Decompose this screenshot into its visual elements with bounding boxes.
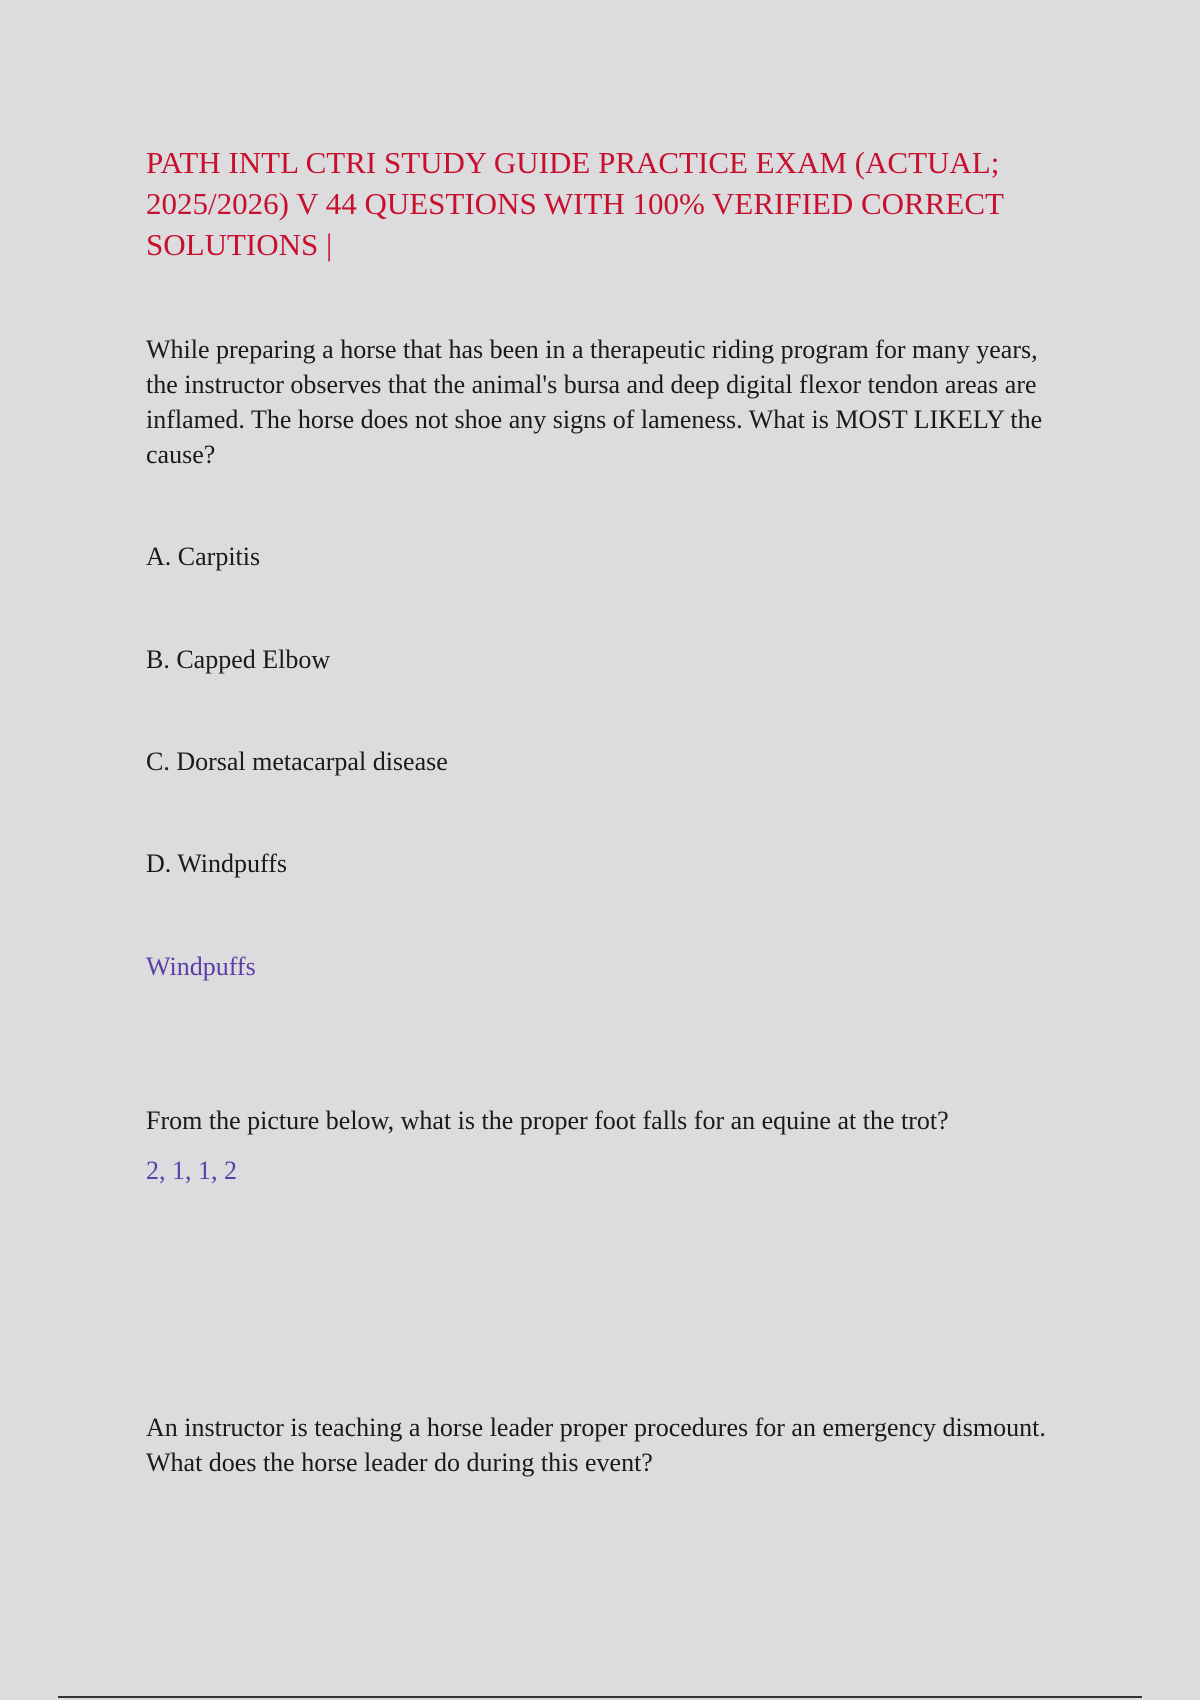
question-1-option-c: C. Dorsal metacarpal disease bbox=[146, 747, 448, 776]
question-3-text: An instructor is teaching a horse leader proper procedures for an emergency dismount. What does the horse leader do during this event? bbox=[146, 1413, 1046, 1477]
question-1-option-d: D. Windpuffs bbox=[146, 849, 287, 878]
question-1-text: While preparing a horse that has been in a therapeutic riding program for many years, the instructor observes that the animal's bursa and deep digital flexor tendon areas are inflamed. The horse does not shoe any signs of lameness. What is MOST LIKELY the cause? bbox=[146, 335, 1043, 469]
document-title: PATH INTL CTRI STUDY GUIDE PRACTICE EXAM (ACTUAL; 2025/2026) V 44 QUESTIONS WITH 100% VERIFIED CORRECT SOLUTIONS | bbox=[146, 145, 1004, 262]
page-bottom-divider bbox=[58, 1696, 1142, 1698]
question-2-text: From the picture below, what is the proper foot falls for an equine at the trot? bbox=[146, 1106, 949, 1135]
question-1-option-b: B. Capped Elbow bbox=[146, 645, 331, 674]
question-1-option-a: A. Carpitis bbox=[146, 542, 261, 571]
question-1-answer: Windpuffs bbox=[146, 952, 256, 981]
question-2-answer: 2, 1, 1, 2 bbox=[146, 1156, 237, 1185]
